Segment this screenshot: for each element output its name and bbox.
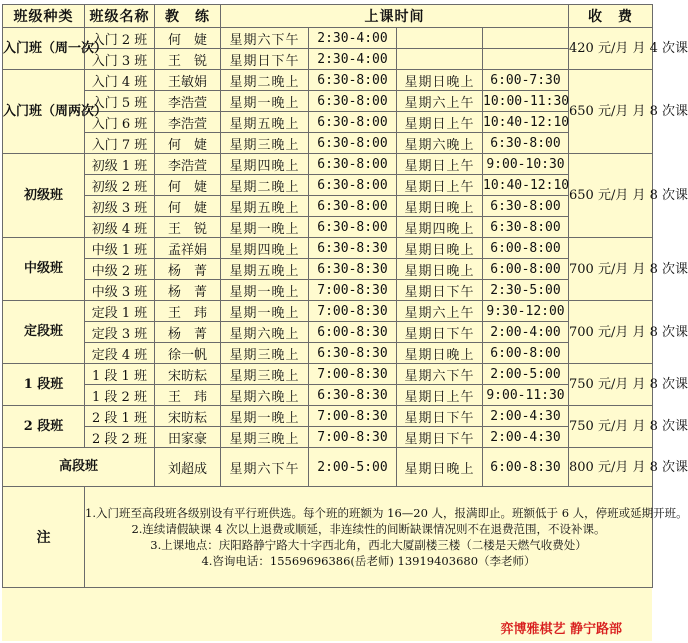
coach-cell: 何 婕	[155, 196, 221, 217]
first-session-day-cell: 星期六下午	[221, 448, 309, 487]
first-session-day-cell: 星期三晚上	[221, 343, 309, 364]
first-session-day-cell: 星期一晚上	[221, 406, 309, 427]
second-session-day-cell: 星期日上午	[397, 175, 483, 196]
category-cell: 高段班	[3, 448, 155, 487]
second-session-day-cell: 星期日上午	[397, 154, 483, 175]
second-session-time-cell: 6:30-8:00	[483, 217, 569, 238]
table-row	[3, 196, 653, 217]
fee-cell: 420 元/月 月 4 次课	[569, 28, 653, 70]
first-session-day-cell: 星期四晚上	[221, 154, 309, 175]
header-category: 班级种类	[3, 5, 85, 28]
coach-cell: 王 锐	[155, 217, 221, 238]
header-coach: 教 练	[155, 5, 221, 28]
note-line: 4.咨询电话：15569696386(岳老师) 13919403680（李老师）	[201, 554, 536, 568]
table-row	[3, 406, 653, 427]
table-row	[3, 49, 653, 70]
first-session-day-cell: 星期六下午	[221, 28, 309, 49]
second-session-day-cell	[397, 28, 483, 49]
second-session-time-cell: 10:40-12:10	[483, 112, 569, 133]
class-name-cell: 初级 4 班	[85, 217, 155, 238]
first-session-time-cell: 6:30-8:30	[309, 259, 397, 280]
table-row	[3, 154, 653, 175]
coach-cell: 田家豪	[155, 427, 221, 448]
table-row	[3, 364, 653, 385]
table-row	[3, 217, 653, 238]
class-name-cell: 入门 6 班	[85, 112, 155, 133]
coach-cell: 何 婕	[155, 175, 221, 196]
second-session-time-cell: 2:00-4:00	[483, 322, 569, 343]
second-session-day-cell: 星期四晚上	[397, 217, 483, 238]
header-row	[3, 5, 653, 28]
table-row	[3, 343, 653, 364]
coach-cell: 杨 菁	[155, 259, 221, 280]
category-cell: 初级班	[3, 154, 85, 238]
first-session-day-cell: 星期一晚上	[221, 280, 309, 301]
second-session-day-cell: 星期日晚上	[397, 448, 483, 487]
second-session-time-cell: 6:00-8:30	[483, 448, 569, 487]
second-session-time-cell: 6:30-8:00	[483, 196, 569, 217]
table-row	[3, 112, 653, 133]
second-session-day-cell: 星期六上午	[397, 301, 483, 322]
second-session-time-cell	[483, 49, 569, 70]
second-session-time-cell: 6:00-8:00	[483, 343, 569, 364]
note-line: 2.连续请假缺课 4 次以上退费或顺延，非连续性的间断缺课情况则不在退费范围，不设补课。	[131, 522, 606, 536]
second-session-time-cell: 2:00-4:30	[483, 427, 569, 448]
second-session-day-cell: 星期日上午	[397, 385, 483, 406]
coach-cell: 孟祥娟	[155, 238, 221, 259]
first-session-time-cell: 6:30-8:00	[309, 217, 397, 238]
class-name-cell: 入门 2 班	[85, 28, 155, 49]
notes-label: 注	[3, 487, 85, 588]
first-session-day-cell: 星期二晚上	[221, 70, 309, 91]
coach-cell: 王 玮	[155, 385, 221, 406]
first-session-time-cell: 7:00-8:30	[309, 301, 397, 322]
first-session-time-cell: 2:30-4:00	[309, 49, 397, 70]
class-name-cell: 初级 2 班	[85, 175, 155, 196]
second-session-day-cell: 星期六下午	[397, 364, 483, 385]
coach-cell: 徐一帆	[155, 343, 221, 364]
first-session-time-cell: 6:30-8:30	[309, 238, 397, 259]
first-session-time-cell: 6:30-8:00	[309, 112, 397, 133]
second-session-day-cell: 星期六上午	[397, 91, 483, 112]
second-session-time-cell: 6:00-8:00	[483, 238, 569, 259]
schedule-body	[3, 28, 688, 588]
first-session-time-cell: 6:30-8:30	[309, 385, 397, 406]
header-fee: 收 费	[569, 5, 653, 28]
table-row	[3, 427, 653, 448]
second-session-time-cell: 9:30-12:00	[483, 301, 569, 322]
table-row	[3, 238, 653, 259]
class-name-cell: 入门 5 班	[85, 91, 155, 112]
second-session-time-cell: 6:00-7:30	[483, 70, 569, 91]
coach-cell: 何 婕	[155, 28, 221, 49]
table-row	[3, 70, 653, 91]
first-session-time-cell: 7:00-8:30	[309, 427, 397, 448]
table-row	[3, 322, 653, 343]
first-session-day-cell: 星期四晚上	[221, 238, 309, 259]
header-schedule: 上课时间	[221, 5, 569, 28]
first-session-day-cell: 星期六晚上	[221, 322, 309, 343]
first-session-day-cell: 星期一晚上	[221, 301, 309, 322]
second-session-day-cell: 星期日下午	[397, 280, 483, 301]
class-name-cell: 定段 1 班	[85, 301, 155, 322]
coach-cell: 杨 菁	[155, 322, 221, 343]
table-row	[3, 259, 653, 280]
second-session-day-cell: 星期日晚上	[397, 196, 483, 217]
class-name-cell: 2 段 1 班	[85, 406, 155, 427]
first-session-time-cell: 6:30-8:00	[309, 91, 397, 112]
first-session-time-cell: 7:00-8:30	[309, 280, 397, 301]
class-name-cell: 初级 3 班	[85, 196, 155, 217]
coach-cell: 李浩萱	[155, 91, 221, 112]
first-session-time-cell: 7:00-8:30	[309, 364, 397, 385]
category-cell: 入门班（周一次）	[3, 28, 85, 70]
class-name-cell: 初级 1 班	[85, 154, 155, 175]
first-session-time-cell: 6:30-8:00	[309, 133, 397, 154]
coach-cell: 王 锐	[155, 49, 221, 70]
coach-cell: 杨 菁	[155, 280, 221, 301]
table-row	[3, 301, 653, 322]
second-session-day-cell: 星期日晚上	[397, 70, 483, 91]
second-session-time-cell: 6:00-8:00	[483, 259, 569, 280]
second-session-day-cell: 星期日下午	[397, 427, 483, 448]
first-session-time-cell: 6:30-8:00	[309, 175, 397, 196]
first-session-day-cell: 星期三晚上	[221, 133, 309, 154]
note-line: 3.上课地点：庆阳路静宁路大十字西北角，西北大厦副楼三楼（二楼是天燃气收费处）	[150, 538, 587, 552]
class-name-cell: 2 段 2 班	[85, 427, 155, 448]
schedule-sheet	[2, 4, 688, 641]
second-session-day-cell: 星期日晚上	[397, 259, 483, 280]
second-session-day-cell: 星期日下午	[397, 322, 483, 343]
first-session-time-cell: 6:30-8:00	[309, 154, 397, 175]
second-session-time-cell: 9:00-10:30	[483, 154, 569, 175]
class-name-cell: 1 段 1 班	[85, 364, 155, 385]
coach-cell: 刘超成	[155, 448, 221, 487]
organization-signature: 弈博雅棋艺 静宁路部	[500, 622, 622, 637]
coach-cell: 李浩萱	[155, 154, 221, 175]
fee-cell: 750 元/月 月 8 次课	[569, 406, 653, 448]
fee-cell: 750 元/月 月 8 次课	[569, 364, 653, 406]
coach-cell: 王敏娟	[155, 70, 221, 91]
table-row	[3, 175, 653, 196]
second-session-time-cell: 2:00-5:00	[483, 364, 569, 385]
class-name-cell: 入门 3 班	[85, 49, 155, 70]
class-name-cell: 中级 2 班	[85, 259, 155, 280]
fee-cell: 700 元/月 月 8 次课	[569, 238, 653, 301]
notes-cell	[85, 487, 688, 588]
coach-cell: 王 玮	[155, 301, 221, 322]
second-session-time-cell: 10:40-12:10	[483, 175, 569, 196]
first-session-day-cell: 星期五晚上	[221, 112, 309, 133]
note-line: 1.入门班至高段班各级别设有平行班供选。每个班的班额为 16—20 人，报满即止。班额低于 6 人，停班或延期开班。	[85, 506, 688, 520]
first-session-day-cell: 星期三晚上	[221, 427, 309, 448]
second-session-time-cell: 9:00-11:30	[483, 385, 569, 406]
notes-row	[3, 487, 653, 588]
category-cell: 1 段班	[3, 364, 85, 406]
table-row	[3, 28, 653, 49]
second-session-day-cell: 星期日晚上	[397, 343, 483, 364]
second-session-day-cell: 星期日下午	[397, 406, 483, 427]
header-class-name: 班级名称	[85, 5, 155, 28]
coach-cell: 李浩萱	[155, 112, 221, 133]
second-session-day-cell: 星期日上午	[397, 112, 483, 133]
second-session-time-cell: 6:30-8:00	[483, 133, 569, 154]
first-session-day-cell: 星期一晚上	[221, 217, 309, 238]
coach-cell: 宋昉耘	[155, 406, 221, 427]
coach-cell: 宋昉耘	[155, 364, 221, 385]
second-session-time-cell	[483, 28, 569, 49]
first-session-day-cell: 星期六晚上	[221, 385, 309, 406]
first-session-day-cell: 星期三晚上	[221, 364, 309, 385]
second-session-time-cell: 2:30-5:00	[483, 280, 569, 301]
fee-cell: 700 元/月 月 8 次课	[569, 301, 653, 364]
first-session-time-cell: 2:30-4:00	[309, 28, 397, 49]
class-name-cell: 定段 4 班	[85, 343, 155, 364]
second-session-day-cell: 星期六晚上	[397, 133, 483, 154]
class-name-cell: 1 段 2 班	[85, 385, 155, 406]
second-session-day-cell: 星期日晚上	[397, 238, 483, 259]
coach-cell: 何 婕	[155, 133, 221, 154]
second-session-time-cell: 2:00-4:30	[483, 406, 569, 427]
class-name-cell: 入门 4 班	[85, 70, 155, 91]
fee-cell: 650 元/月 月 8 次课	[569, 154, 653, 238]
class-name-cell: 中级 1 班	[85, 238, 155, 259]
class-name-cell: 中级 3 班	[85, 280, 155, 301]
table-row	[3, 133, 653, 154]
category-cell: 2 段班	[3, 406, 85, 448]
second-session-day-cell	[397, 49, 483, 70]
first-session-time-cell: 2:00-5:00	[309, 448, 397, 487]
category-cell: 定段班	[3, 301, 85, 364]
class-schedule-table	[2, 4, 688, 588]
table-row	[3, 91, 653, 112]
first-session-time-cell: 6:30-8:00	[309, 70, 397, 91]
table-row-advanced	[3, 448, 653, 487]
first-session-time-cell: 6:30-8:30	[309, 343, 397, 364]
class-name-cell: 入门 7 班	[85, 133, 155, 154]
category-cell: 入门班（周两次）	[3, 70, 85, 154]
first-session-time-cell: 7:00-8:30	[309, 406, 397, 427]
first-session-day-cell: 星期五晚上	[221, 196, 309, 217]
table-row	[3, 385, 653, 406]
class-name-cell: 定段 3 班	[85, 322, 155, 343]
second-session-time-cell: 10:00-11:30	[483, 91, 569, 112]
first-session-time-cell: 6:30-8:00	[309, 196, 397, 217]
first-session-day-cell: 星期五晚上	[221, 259, 309, 280]
first-session-day-cell: 星期二晚上	[221, 175, 309, 196]
fee-cell: 650 元/月 月 8 次课	[569, 70, 653, 154]
table-row	[3, 280, 653, 301]
fee-cell: 800 元/月 月 8 次课	[569, 448, 653, 487]
first-session-day-cell: 星期一晚上	[221, 91, 309, 112]
first-session-time-cell: 6:00-8:30	[309, 322, 397, 343]
first-session-day-cell: 星期日下午	[221, 49, 309, 70]
category-cell: 中级班	[3, 238, 85, 301]
